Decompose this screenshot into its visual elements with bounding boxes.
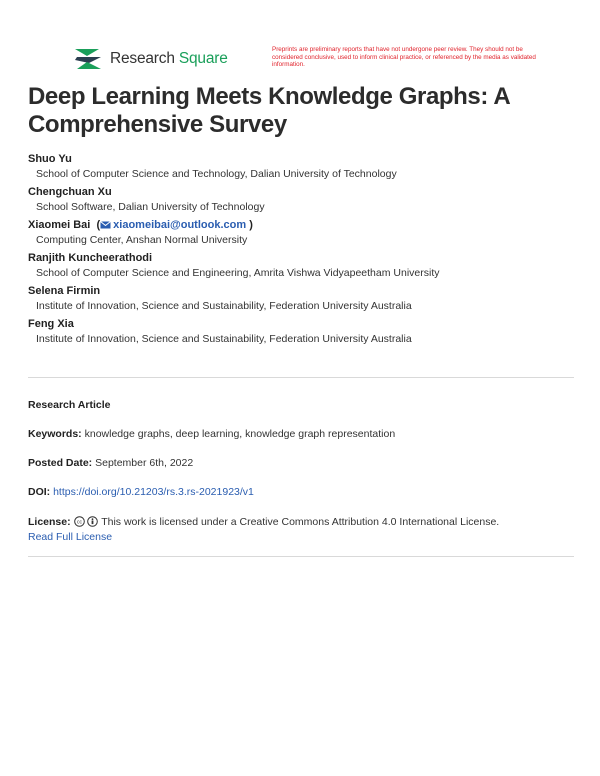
- author-entry: [28, 317, 588, 347]
- author-affiliation: Computing Center, Anshan Normal University: [36, 234, 248, 246]
- author-affiliation: Institute of Innovation, Science and Sustainability, Federation University Australia: [36, 300, 412, 312]
- author-affiliation: School Software, Dalian University of Technology: [36, 201, 265, 213]
- envelope-icon: [100, 221, 111, 229]
- author-affiliation: School of Computer Science and Engineering, Amrita Vishwa Vidyapeetham University: [36, 267, 440, 279]
- research-square-logo-icon: [73, 47, 103, 71]
- cc-icon: [74, 516, 85, 527]
- author-affiliation: Institute of Innovation, Science and Sustainability, Federation University Australia: [36, 333, 412, 345]
- posted-date-value: September 6th, 2022: [95, 457, 194, 469]
- logo-text: Research Square: [110, 50, 228, 67]
- cc-by-icon: [87, 516, 98, 527]
- email-paren-close: ): [246, 219, 253, 231]
- license: [28, 515, 499, 545]
- posted-date-label: Posted Date:: [28, 457, 93, 469]
- author-affiliation: School of Computer Science and Technology, Dalian University of Technology: [36, 168, 397, 180]
- article-type: Research Article: [28, 399, 111, 411]
- author-name: Selena Firmin: [28, 285, 101, 297]
- author-name: Xiaomei Bai: [28, 219, 91, 231]
- posted-date: [28, 456, 193, 471]
- author-email: xiaomeibai@outlook.com: [113, 219, 247, 231]
- license-text: This work is licensed under a Creative Commons Attribution 4.0 International License.: [101, 516, 500, 528]
- research-square-logo[interactable]: [73, 47, 228, 71]
- author-entry: [28, 251, 588, 281]
- keywords-value: knowledge graphs, deep learning, knowledge graph representation: [84, 428, 396, 440]
- author-entry: [28, 152, 588, 182]
- author-name: Shuo Yu: [28, 153, 72, 165]
- author-name: Feng Xia: [28, 318, 74, 330]
- doi: [28, 485, 254, 500]
- author-list: [28, 152, 588, 350]
- author-entry: [28, 218, 588, 248]
- keywords: [28, 427, 395, 442]
- author-entry: [28, 284, 588, 314]
- doi-link[interactable]: https://doi.org/10.21203/rs.3.rs-2021923/v1: [53, 486, 254, 498]
- author-name: Ranjith Kuncheerathodi: [28, 252, 153, 264]
- keywords-label: Keywords:: [28, 428, 82, 440]
- divider: [28, 377, 574, 378]
- license-label: License:: [28, 516, 71, 528]
- email-paren: (: [93, 219, 101, 231]
- preprint-disclaimer: Preprints are preliminary reports that have not undergone peer review. They should not be considered conclusive, used to inform clinical practice, or referenced by the media as validated information.: [272, 46, 536, 69]
- author-email-link[interactable]: [100, 219, 246, 231]
- author-entry: [28, 185, 588, 215]
- author-name-with-email: [28, 218, 588, 233]
- svg-text:cc: cc: [76, 519, 82, 526]
- divider: [28, 556, 574, 557]
- doi-label: DOI:: [28, 486, 51, 498]
- read-full-license-link[interactable]: Read Full License: [28, 531, 113, 543]
- paper-title: Deep Learning Meets Knowledge Graphs: A Comprehensive Survey: [28, 83, 510, 138]
- author-name: Chengchuan Xu: [28, 186, 112, 198]
